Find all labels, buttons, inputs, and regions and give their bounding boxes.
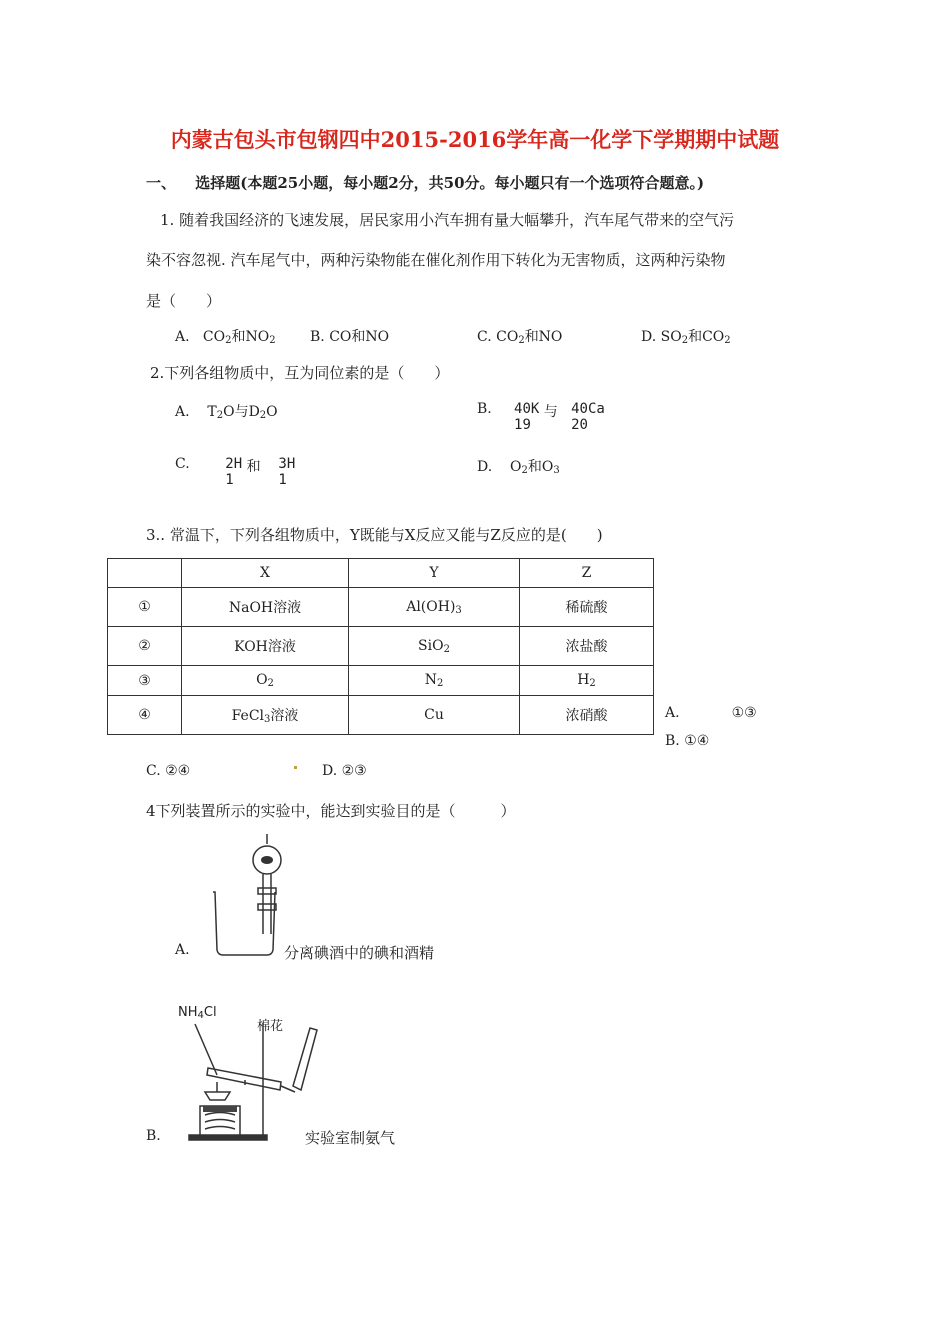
table-row [108, 696, 654, 735]
ammonia-apparatus-figure [185, 1020, 320, 1145]
q3-table [107, 558, 654, 735]
section-number: 一、 [146, 174, 177, 192]
q4-option-a-text: 分离碘酒中的碘和酒精 [284, 944, 435, 962]
separatory-funnel-figure [205, 830, 285, 960]
q1-option-b: B. CO和NO [310, 329, 390, 345]
table-header-row [108, 559, 654, 588]
table-cell: $N_2$ [349, 666, 520, 696]
q2-option-c: C. 2H 1 和 3H 1 [175, 456, 296, 488]
q4-option-a-label: A. [175, 942, 190, 958]
table-cell: 稀硫酸 [520, 588, 654, 627]
isotope-tritium: 3H 1 [278, 456, 296, 488]
stray-dot [294, 766, 297, 769]
page-title: 内蒙古包头市包钢四中2015-2016学年高一化学下学期期中试题 [170, 127, 780, 152]
table-cell: FeCl$_3$溶液 [182, 696, 349, 735]
q3-option-b: B. ①④ [665, 733, 710, 749]
q1-option-a: A. $CO_2$和$NO_2$ [175, 329, 276, 346]
table-cell: SiO$_2$ [349, 627, 520, 666]
q2-option-a: A. $T_2O$与$D_2O$ [175, 404, 278, 421]
table-cell: ③ [108, 666, 182, 696]
table-cell: ① [108, 588, 182, 627]
table-row [108, 627, 654, 666]
q2-option-d: D. $O_2$和$O_3$ [477, 459, 560, 476]
q1-line1: 1. 随着我国经济的飞速发展，居民家用小汽车拥有量大幅攀升，汽车尾气带来的空气污 [160, 211, 735, 229]
q1-option-c: C. $CO_2$和NO [477, 329, 563, 346]
q1-line3: 是（ ） [146, 292, 222, 310]
q3-option-a: A. ①③ [665, 705, 757, 721]
q4-option-b-text: 实验室制氨气 [305, 1129, 396, 1147]
table-cell: 浓硝酸 [520, 696, 654, 735]
table-cell: ④ [108, 696, 182, 735]
table-row [108, 666, 654, 696]
table-header-cell: Z [520, 559, 654, 588]
q1-line2: 染不容忽视. 汽车尾气中，两种污染物能在催化剂作用下转化为无害物质，这两种污染物 [146, 251, 726, 269]
table-cell: Cu [349, 696, 520, 735]
table-cell: NaOH溶液 [182, 588, 349, 627]
q1-option-d: D. $SO_2$和$CO_2$ [641, 329, 731, 346]
q4-option-b-label: B. [146, 1128, 161, 1144]
isotope-ca: 40Ca 20 [571, 401, 605, 433]
figure-label-nh4cl: $NH_4Cl$ [178, 1005, 217, 1021]
isotope-k: 40K 19 [514, 401, 540, 433]
table-cell: 浓盐酸 [520, 627, 654, 666]
figure-label-cotton: 棉花 [257, 1019, 284, 1034]
table-header-cell [108, 559, 182, 588]
q4-stem: 4下列装置所示的实验中，能达到实验目的是（ ） [146, 802, 516, 820]
table-cell: ② [108, 627, 182, 666]
table-row [108, 588, 654, 627]
q3-option-d: D. ②③ [322, 763, 367, 779]
q2-stem: 2.下列各组物质中，互为同位素的是（ ） [150, 364, 450, 382]
section-heading [146, 172, 704, 193]
table-cell: $H_2$ [520, 666, 654, 696]
q3-stem: 3.. 常温下，下列各组物质中，Y既能与X反应又能与Z反应的是( ) [146, 526, 603, 544]
table-header-cell: Y [349, 559, 520, 588]
table-cell: $Al(OH)_3$ [349, 588, 520, 627]
section-text: 选择题(本题25小题，每小题2分，共50分。每小题只有一个选项符合题意。) [195, 174, 705, 192]
isotope-deuterium: 2H 1 [225, 456, 243, 488]
table-header-cell: X [182, 559, 349, 588]
table-cell: KOH溶液 [182, 627, 349, 666]
q2-option-b: B. 40K 19 与 40Ca 20 [477, 401, 605, 433]
q3-option-c: C. ②④ [146, 763, 191, 779]
table-cell: $O_2$ [182, 666, 349, 696]
